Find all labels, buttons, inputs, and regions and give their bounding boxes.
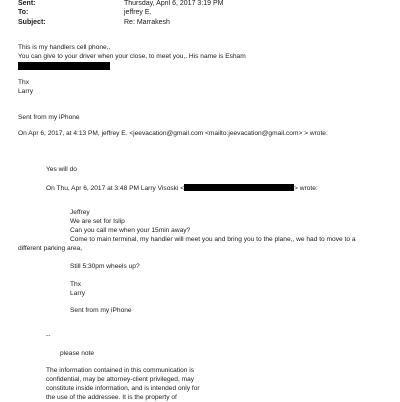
quote-1-header: On Apr 6, 2017, at 4:13 PM, jeffrey E. <jeevacation@gmail.com <mailto:jeevacation@gmail.com> > wrote: <box>18 130 328 137</box>
message-sign-name: Larry <box>18 88 34 95</box>
disclaimer-line-3: constitute inside information, and is intended only for <box>46 385 200 392</box>
disclaimer-line-2: confidential, may be attorney-client privileged, may <box>46 376 195 383</box>
footer-note: please note <box>60 350 95 357</box>
message-line-1: This is my handlers cell phone,. <box>18 44 111 51</box>
disclaimer-line-4: the use of the addressee. It is the property of <box>46 394 177 401</box>
quote-2-line-4: different parking area, <box>18 245 83 252</box>
to-value: jeffrey E. <box>124 9 152 16</box>
quote-2-line-2: Can you call me when your 15min away? <box>70 227 191 234</box>
disclaimer-line-1: The information contained in this communication is <box>46 367 195 374</box>
sent-value: Thursday, April 6, 2017 3:19 PM <box>124 0 224 7</box>
subject-label: Subject: <box>18 19 46 26</box>
quote-2-sent-from: Sent from my iPhone <box>70 307 132 314</box>
subject-value: Re: Marrakesh <box>124 19 170 26</box>
quote-2-line-1: We are set for Islip <box>70 218 125 225</box>
quote-1-body: Yes will do <box>46 166 77 173</box>
redaction-bar <box>184 184 294 191</box>
signature-separator: -- <box>46 332 51 339</box>
message-line-2: You can give to your driver when your close, to meet you,. His name is Esham <box>18 53 246 60</box>
quote-2-line-3: Come to main terminal, my handler will meet you and bring you to the plane,, we had to move to a <box>70 236 356 243</box>
quote-2-sign-thx: Thx <box>70 281 81 288</box>
sent-label: Sent: <box>18 0 36 7</box>
quote-2-header <box>46 184 318 193</box>
quote-2-line-5: Still 5:30pm wheels up? <box>70 263 140 270</box>
message-sent-from: Sent from my iPhone <box>18 114 80 121</box>
redaction-bar <box>18 62 110 70</box>
quote-2-greeting: Jeffrey <box>70 209 90 216</box>
quote-2-header-prefix: On Thu, Apr 6, 2017 at 3:48 PM Larry Visoski < <box>46 185 185 192</box>
quote-2-header-suffix: > wrote: <box>294 185 318 192</box>
to-label: To: <box>18 9 29 16</box>
message-sign-thx: Thx <box>18 79 29 86</box>
quote-2-sign-name: Larry <box>70 290 86 297</box>
